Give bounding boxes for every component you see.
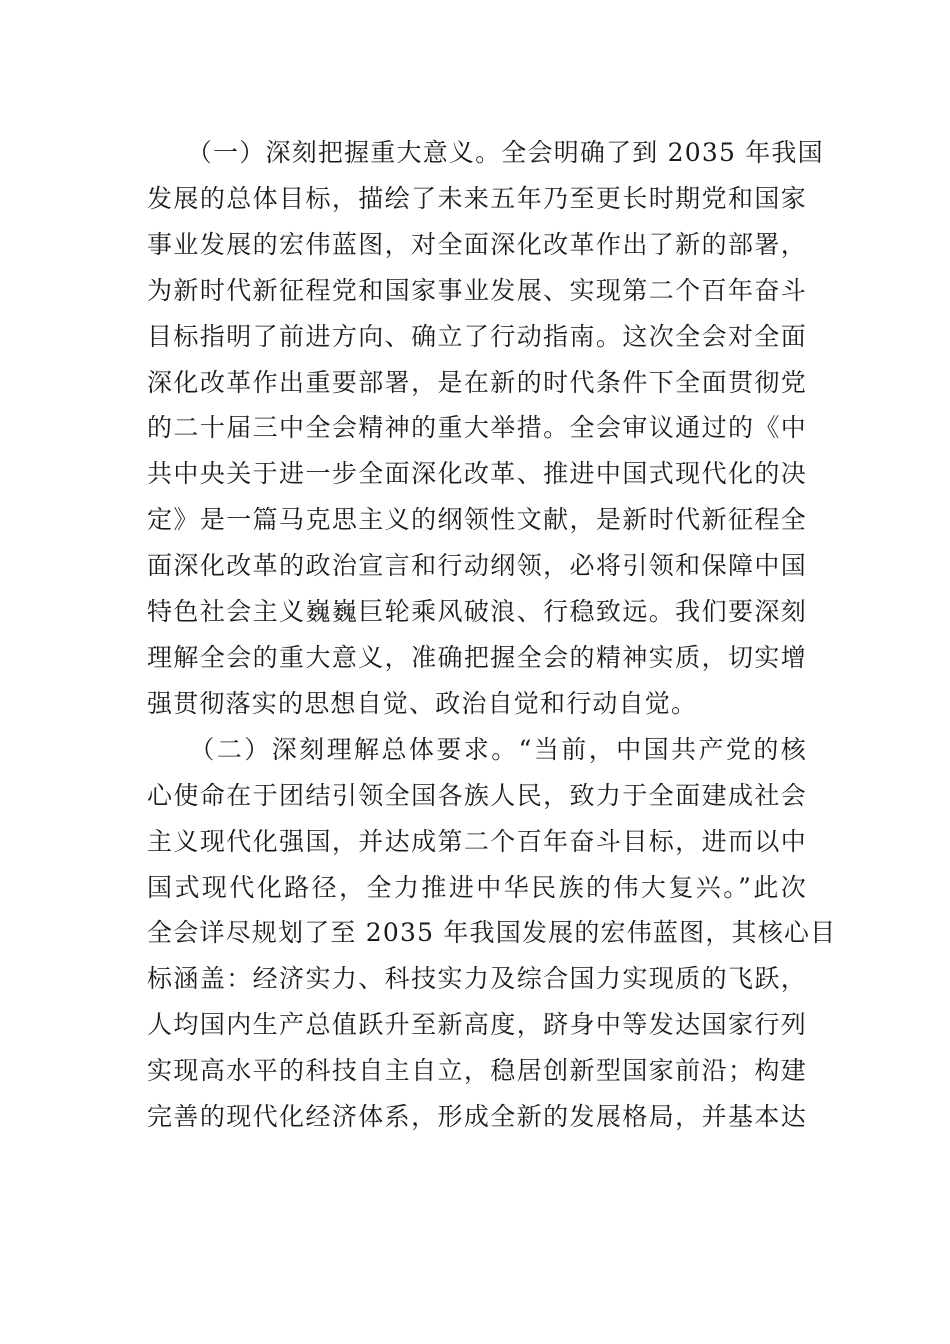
text-line: 为新时代新征程党和国家事业发展、实现第二个百年奋斗 [147, 275, 807, 305]
text-line: 实现高水平的科技自主自立，稳居创新型国家前沿；构建 [147, 1056, 807, 1086]
paragraph-significance [147, 130, 824, 727]
text-line: 完善的现代化经济体系，形成全新的发展格局，并基本达 [147, 1102, 807, 1132]
text-line: 国式现代化路径，全力推进中华民族的伟大复兴。”此次 [147, 872, 807, 902]
text-line: 目标指明了前进方向、确立了行动指南。这次全会对全面 [147, 321, 807, 351]
text-line: 发展的总体目标，描绘了未来五年乃至更长时期党和国家 [147, 183, 807, 213]
text-line: 主义现代化强国，并达成第二个百年奋斗目标，进而以中 [147, 826, 807, 856]
text-line: （一）深刻把握重大意义。全会明确了到 2035 年我国 [147, 138, 824, 167]
text-line: 面深化改革的政治宣言和行动纲领，必将引领和保障中国 [147, 551, 807, 581]
text-line: 深化改革作出重要部署，是在新的时代条件下全面贯彻党 [147, 367, 807, 397]
text-line: 共中央关于进一步全面深化改革、推进中国式现代化的决 [147, 459, 807, 489]
text-line: 特色社会主义巍巍巨轮乘风破浪、行稳致远。我们要深刻 [147, 597, 807, 627]
text-line: 人均国内生产总值跃升至新高度，跻身中等发达国家行列 [147, 1010, 807, 1040]
text-line: 全会详尽规划了至 2035 年我国发展的宏伟蓝图，其核心目 [147, 918, 837, 948]
text-line: 强贯彻落实的思想自觉、政治自觉和行动自觉。 [147, 688, 698, 718]
text-line: 定》是一篇马克思主义的纲领性文献，是新时代新征程全 [147, 505, 807, 535]
text-line: 事业发展的宏伟蓝图，对全面深化改革作出了新的部署， [147, 229, 807, 259]
text-line: 理解全会的重大意义，准确把握全会的精神实质，切实增 [147, 642, 807, 672]
text-line: 标涵盖：经济实力、科技实力及综合国力实现质的飞跃， [147, 964, 807, 994]
text-line: （二）深刻理解总体要求。“当前，中国共产党的核 [147, 734, 807, 764]
text-line: 的二十届三中全会精神的重大举措。全会审议通过的《中 [147, 413, 807, 443]
text-line: 心使命在于团结引领全国各族人民，致力于全面建成社会 [147, 780, 807, 810]
document-body [147, 130, 837, 1140]
paragraph-requirements [147, 727, 837, 1140]
